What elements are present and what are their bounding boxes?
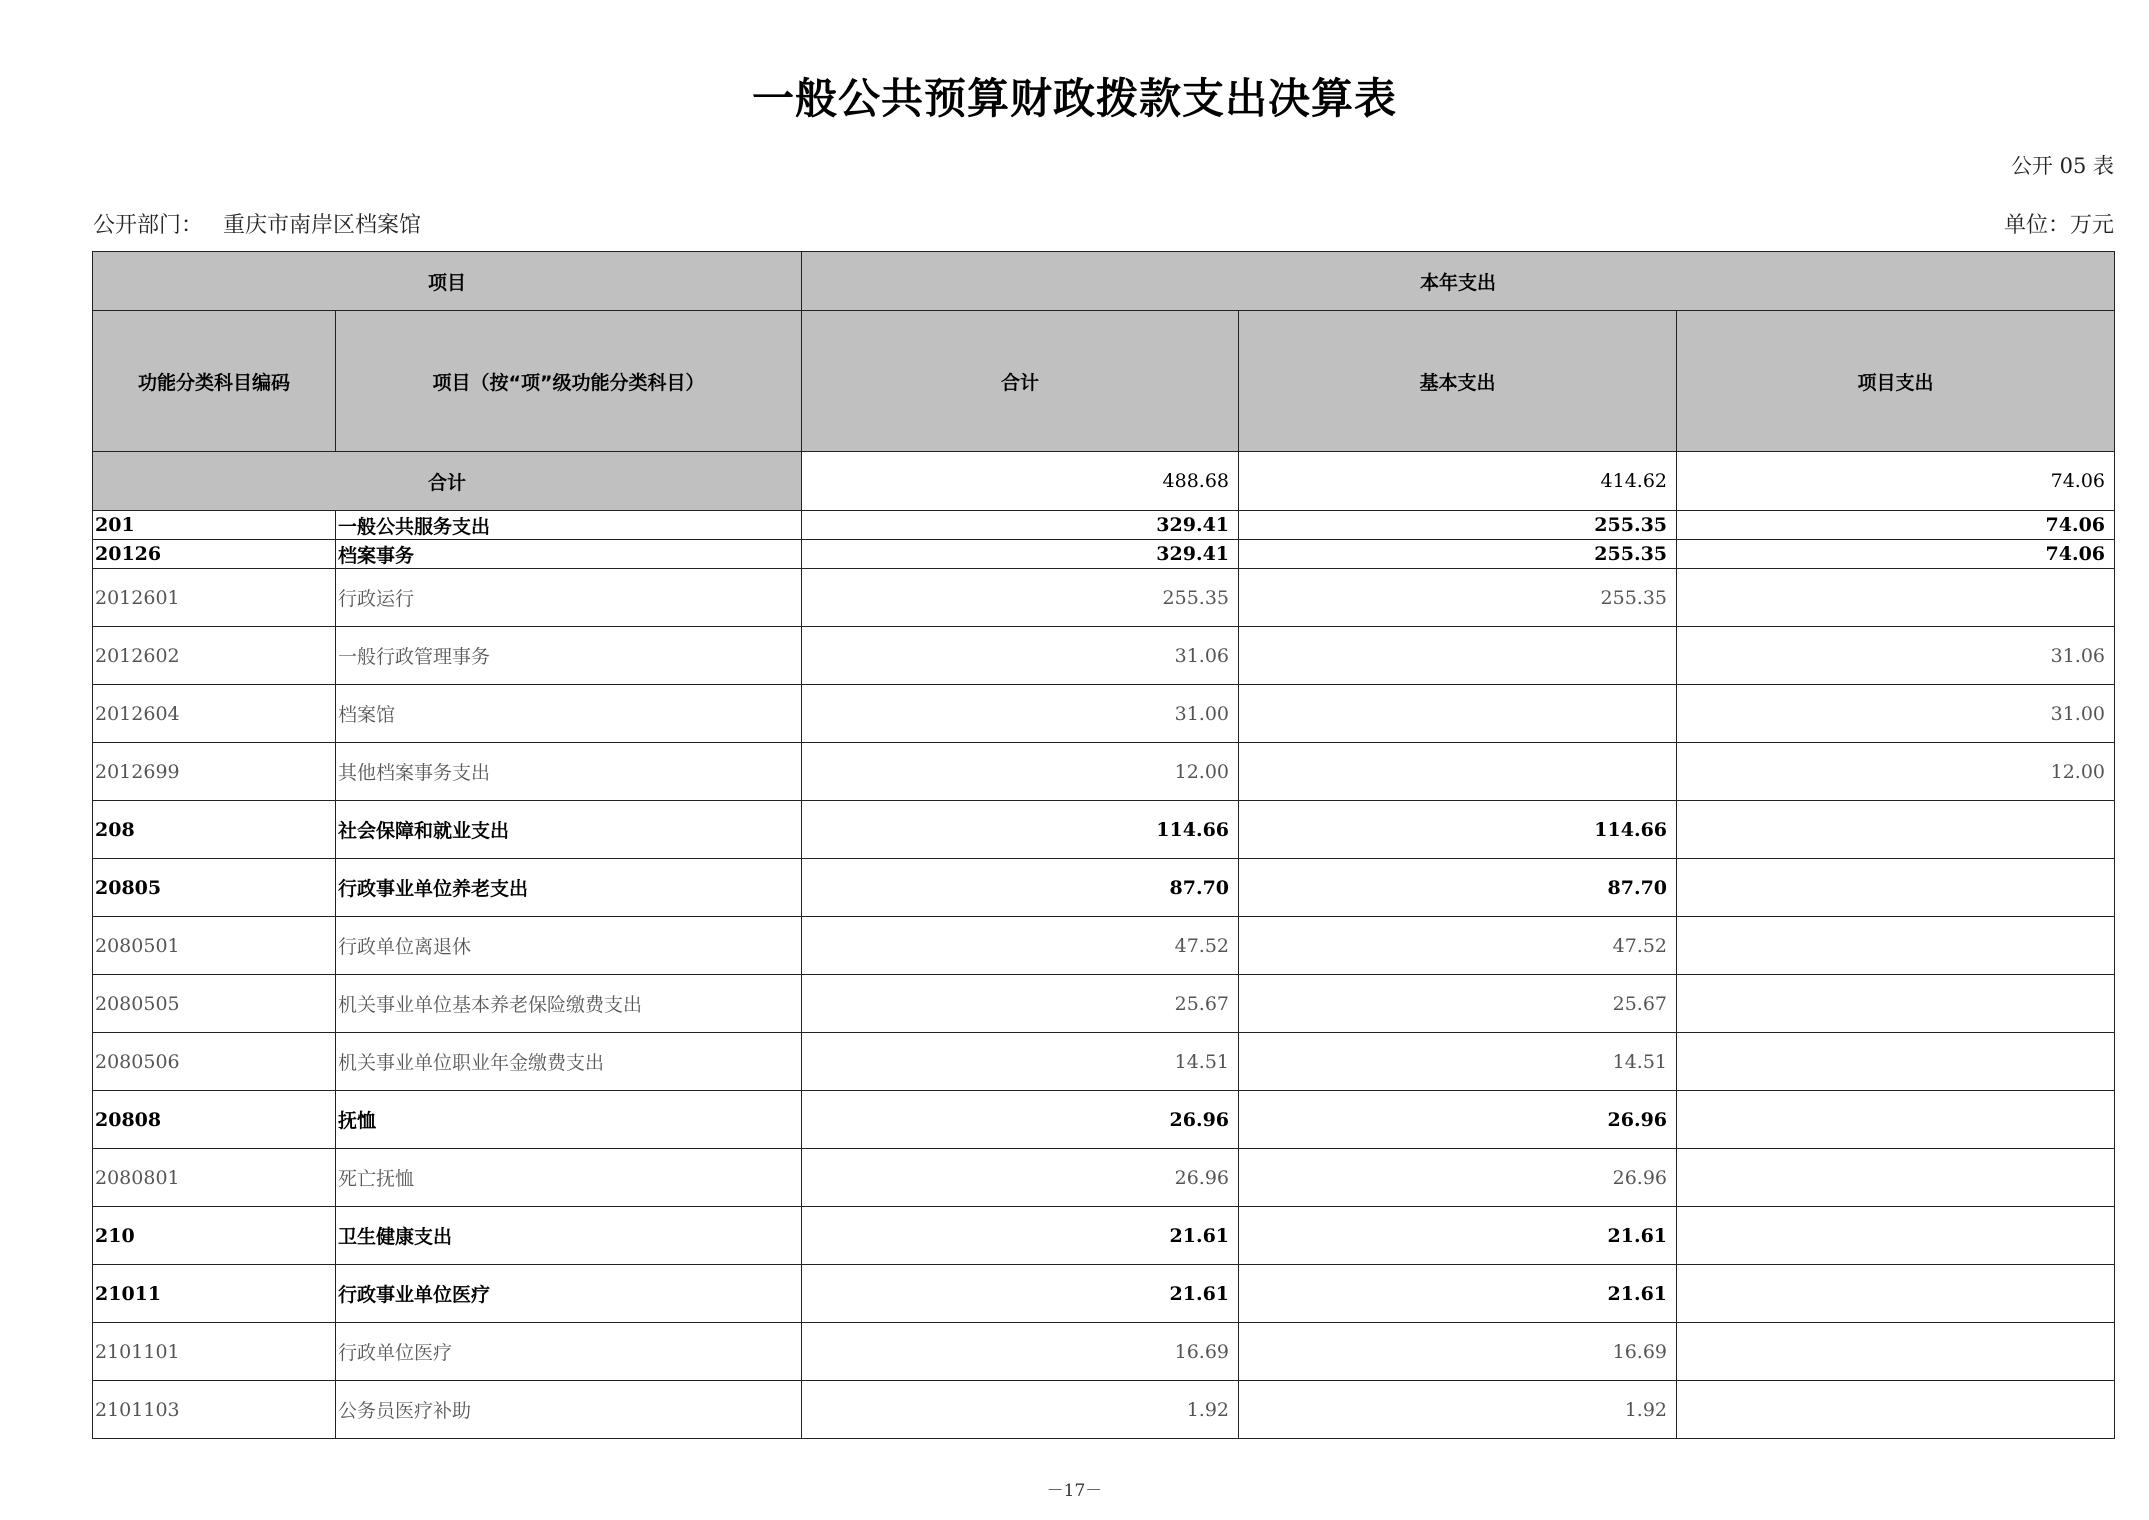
total-basic: 414.62	[1239, 452, 1677, 511]
name-cell: 行政单位医疗	[336, 1323, 802, 1381]
basic-cell: 47.52	[1239, 917, 1677, 975]
total-cell: 114.66	[802, 801, 1239, 859]
total-cell: 31.06	[802, 627, 1239, 685]
name-cell: 行政运行	[336, 569, 802, 627]
header-row-1	[93, 252, 2115, 311]
table-number: 公开 05 表	[2010, 154, 2114, 178]
name-cell: 其他档案事务支出	[336, 743, 802, 801]
name-cell: 档案事务	[336, 540, 802, 569]
name-cell: 抚恤	[336, 1091, 802, 1149]
total-project: 74.06	[1677, 452, 2115, 511]
project-cell	[1677, 1207, 2115, 1265]
total-cell: 16.69	[802, 1323, 1239, 1381]
code-cell: 21011	[93, 1265, 336, 1323]
project-cell: 74.06	[1677, 511, 2115, 540]
basic-cell	[1239, 743, 1677, 801]
total-cell: 14.51	[802, 1033, 1239, 1091]
total-cell: 25.67	[802, 975, 1239, 1033]
basic-cell: 26.96	[1239, 1149, 1677, 1207]
table-row	[93, 1207, 2115, 1265]
total-cell: 329.41	[802, 540, 1239, 569]
table-row	[93, 1323, 2115, 1381]
project-cell	[1677, 975, 2115, 1033]
table-row	[93, 859, 2115, 917]
basic-cell: 21.61	[1239, 1265, 1677, 1323]
total-label: 合计	[93, 452, 802, 511]
code-cell: 2080501	[93, 917, 336, 975]
project-cell	[1677, 859, 2115, 917]
code-cell: 208	[93, 801, 336, 859]
expenditure-table	[92, 251, 2115, 1439]
code-cell: 2012699	[93, 743, 336, 801]
project-cell	[1677, 801, 2115, 859]
total-cell: 12.00	[802, 743, 1239, 801]
total-cell: 26.96	[802, 1149, 1239, 1207]
basic-cell	[1239, 685, 1677, 743]
table-row	[93, 801, 2115, 859]
name-cell: 死亡抚恤	[336, 1149, 802, 1207]
basic-cell: 26.96	[1239, 1091, 1677, 1149]
total-cell: 1.92	[802, 1381, 1239, 1439]
project-cell	[1677, 1033, 2115, 1091]
table-row	[93, 917, 2115, 975]
project-cell	[1677, 1265, 2115, 1323]
header-item: 项目	[93, 252, 802, 311]
table-row	[93, 1149, 2115, 1207]
code-cell: 2012604	[93, 685, 336, 743]
project-cell: 74.06	[1677, 540, 2115, 569]
header-total: 合计	[802, 311, 1239, 452]
code-cell: 20808	[93, 1091, 336, 1149]
table-row	[93, 685, 2115, 743]
total-cell: 47.52	[802, 917, 1239, 975]
basic-cell: 16.69	[1239, 1323, 1677, 1381]
total-cell: 255.35	[802, 569, 1239, 627]
table-row	[93, 743, 2115, 801]
header-item-name: 项目（按“项”级功能分类科目）	[336, 311, 802, 452]
page-title: 一般公共预算财政拨款支出决算表	[751, 74, 1397, 123]
name-cell: 一般公共服务支出	[336, 511, 802, 540]
basic-cell: 255.35	[1239, 540, 1677, 569]
table-row	[93, 1091, 2115, 1149]
name-cell: 行政单位离退休	[336, 917, 802, 975]
department-name: 重庆市南岸区档案馆	[223, 213, 422, 238]
name-cell: 行政事业单位医疗	[336, 1265, 802, 1323]
basic-cell: 255.35	[1239, 511, 1677, 540]
table-row	[93, 540, 2115, 569]
basic-cell: 14.51	[1239, 1033, 1677, 1091]
table-row	[93, 627, 2115, 685]
unit-label: 单位：万元	[2003, 213, 2114, 238]
code-cell: 210	[93, 1207, 336, 1265]
table-row	[93, 975, 2115, 1033]
name-cell: 档案馆	[336, 685, 802, 743]
code-cell: 2101101	[93, 1323, 336, 1381]
name-cell: 公务员医疗补助	[336, 1381, 802, 1439]
code-cell: 2080505	[93, 975, 336, 1033]
header-code: 功能分类科目编码	[93, 311, 336, 452]
name-cell: 一般行政管理事务	[336, 627, 802, 685]
code-cell: 20805	[93, 859, 336, 917]
table-row	[93, 1033, 2115, 1091]
code-cell: 20126	[93, 540, 336, 569]
code-cell: 2012601	[93, 569, 336, 627]
project-cell	[1677, 1149, 2115, 1207]
basic-cell: 87.70	[1239, 859, 1677, 917]
name-cell: 行政事业单位养老支出	[336, 859, 802, 917]
total-row	[93, 452, 2115, 511]
name-cell: 机关事业单位基本养老保险缴费支出	[336, 975, 802, 1033]
header-project: 项目支出	[1677, 311, 2115, 452]
total-cell: 31.00	[802, 685, 1239, 743]
table-row	[93, 1265, 2115, 1323]
code-cell: 2101103	[93, 1381, 336, 1439]
basic-cell: 114.66	[1239, 801, 1677, 859]
header-current-year: 本年支出	[802, 252, 2115, 311]
name-cell: 卫生健康支出	[336, 1207, 802, 1265]
project-cell	[1677, 1381, 2115, 1439]
total-cell: 329.41	[802, 511, 1239, 540]
basic-cell	[1239, 627, 1677, 685]
table-row	[93, 569, 2115, 627]
project-cell	[1677, 1323, 2115, 1381]
basic-cell: 255.35	[1239, 569, 1677, 627]
total-cell: 21.61	[802, 1265, 1239, 1323]
code-cell: 2012602	[93, 627, 336, 685]
basic-cell: 21.61	[1239, 1207, 1677, 1265]
table-row	[93, 1381, 2115, 1439]
total-cell: 26.96	[802, 1091, 1239, 1149]
code-cell: 2080506	[93, 1033, 336, 1091]
project-cell: 12.00	[1677, 743, 2115, 801]
basic-cell: 1.92	[1239, 1381, 1677, 1439]
name-cell: 社会保障和就业支出	[336, 801, 802, 859]
total-cell: 21.61	[802, 1207, 1239, 1265]
total-cell: 87.70	[802, 859, 1239, 917]
basic-cell: 25.67	[1239, 975, 1677, 1033]
code-cell: 201	[93, 511, 336, 540]
name-cell: 机关事业单位职业年金缴费支出	[336, 1033, 802, 1091]
project-cell	[1677, 917, 2115, 975]
header-row-2	[93, 311, 2115, 452]
code-cell: 2080801	[93, 1149, 336, 1207]
table-row	[93, 511, 2115, 540]
page-number: －17－	[1046, 1481, 1103, 1501]
project-cell	[1677, 569, 2115, 627]
project-cell	[1677, 1091, 2115, 1149]
total-amount: 488.68	[802, 452, 1239, 511]
header-basic: 基本支出	[1239, 311, 1677, 452]
department-label: 公开部门：	[93, 213, 204, 238]
project-cell: 31.00	[1677, 685, 2115, 743]
department-line	[93, 208, 421, 239]
project-cell: 31.06	[1677, 627, 2115, 685]
